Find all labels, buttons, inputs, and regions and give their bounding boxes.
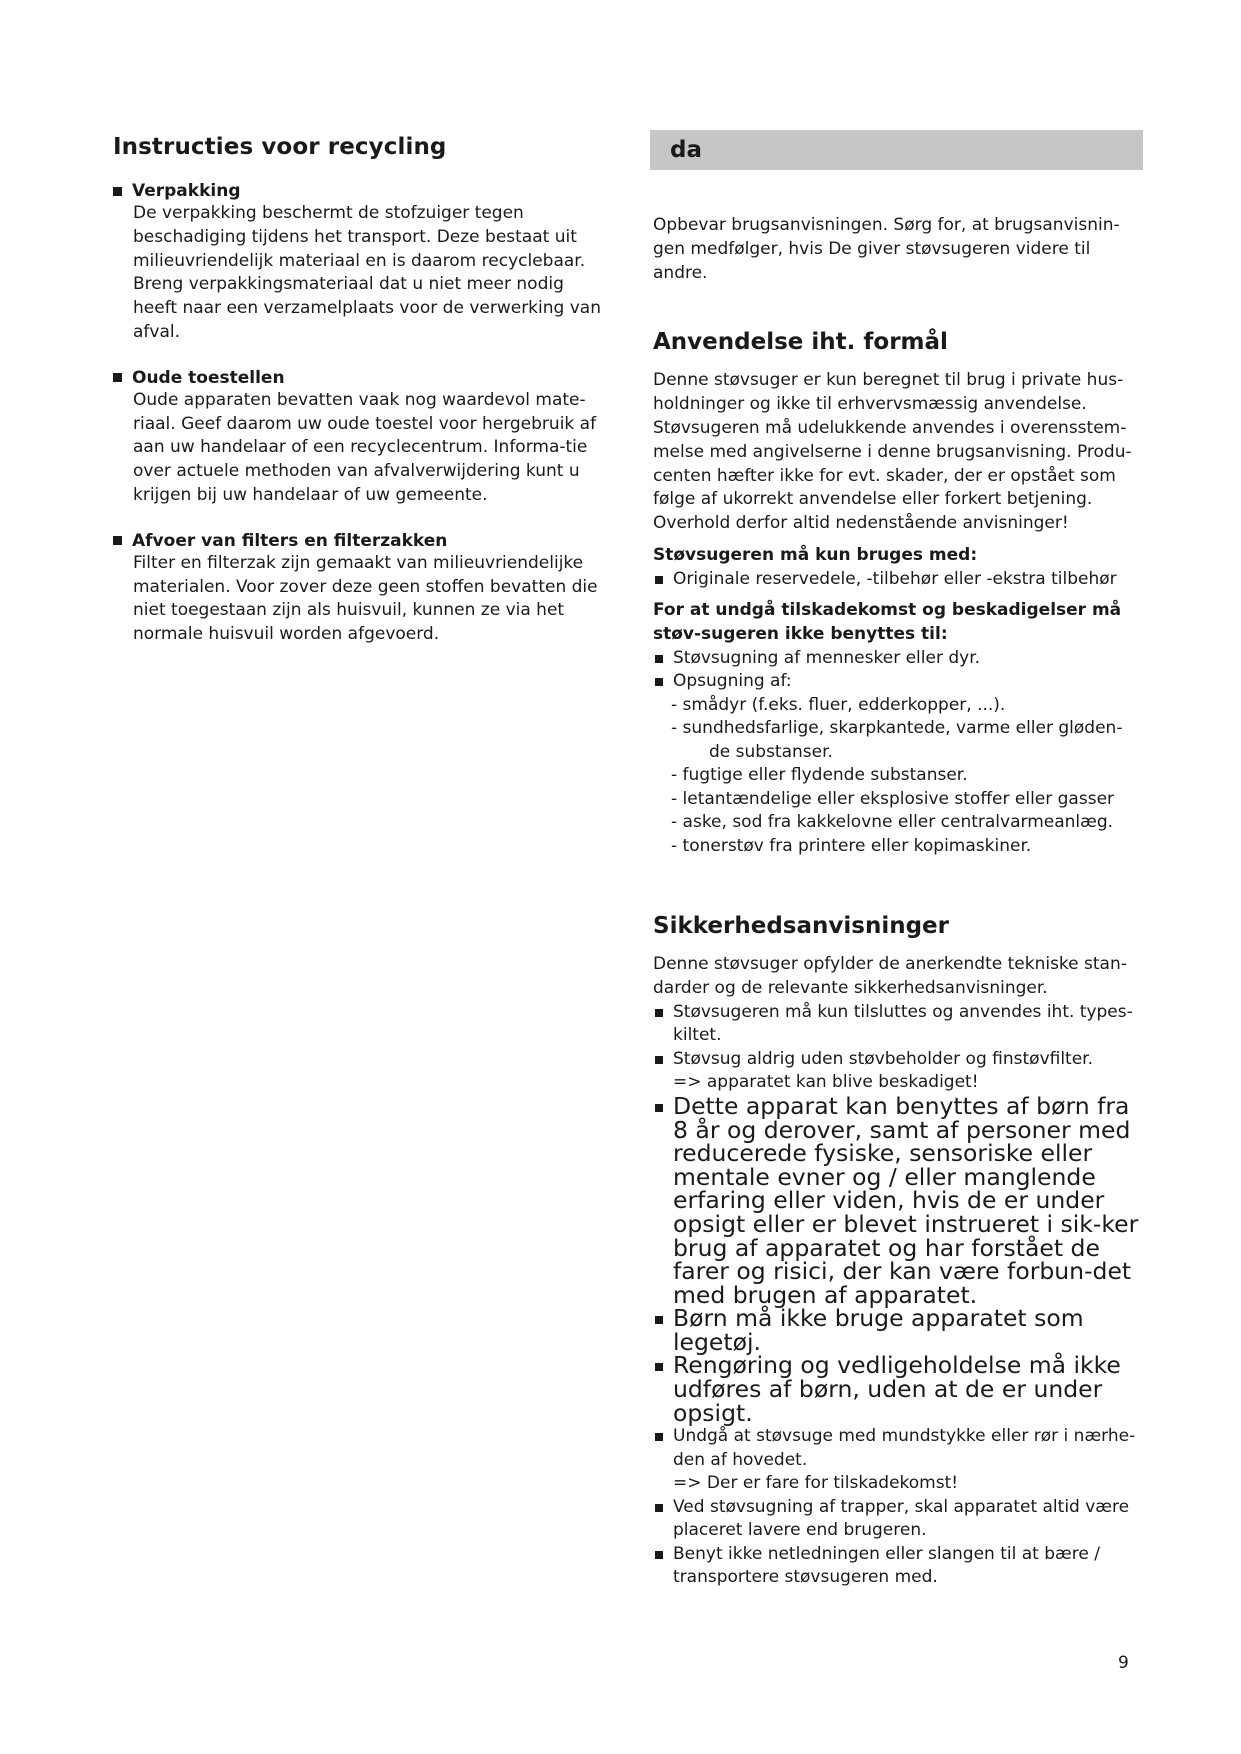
section-filter-disposal: [113, 530, 603, 647]
section-old-appliances: [113, 367, 603, 508]
only-with-list: [653, 568, 1143, 592]
list-item: Ved støvsugning af trapper, skal apparatet altid være placeret lavere end brugeren.: [653, 1496, 1143, 1543]
sub-item: - smådyr (f.eks. fluer, edderkopper, ...).: [671, 694, 1006, 715]
list-item: Opsugning af:: [653, 670, 1143, 694]
sub-item: - fugtige eller flydende substanser.: [671, 765, 968, 786]
avoid-list: [653, 647, 1143, 694]
list-item-text: Støvsug aldrig uden støvbeholder og finstøvfilter.: [673, 1048, 1094, 1069]
language-label: da: [670, 137, 702, 163]
list-item-note: => apparatet kan blive beskadiget!: [673, 1072, 979, 1093]
list-item: Benyt ikke netledningen eller slangen til at bære / transportere støvsugeren med.: [653, 1543, 1143, 1590]
section-packaging: [113, 180, 603, 345]
old-appliances-heading: Oude toestellen: [132, 367, 285, 388]
list-item: Børn må ikke bruge apparatet som legetøj.: [653, 1307, 1143, 1354]
sub-item-line: - sundhedsfarlige, skarpkantede, varme eller gløden-: [671, 718, 1123, 739]
only-with-label: Støvsugeren må kun bruges med:: [653, 544, 978, 565]
list-item: Dette apparat kan benyttes af børn fra 8 år og derover, samt af personer med reducerede fysiske, sensoriske eller mentale evner og / eller manglende erfaring eller viden, hvis de er under opsigt eller er blevet instrueret i sik-ker brug af apparatet og har forstået de farer og risici, der kan være forbun-det med brugen af apparatet.: [653, 1095, 1143, 1307]
bullet-icon: [113, 187, 122, 196]
right-column: [653, 130, 1143, 1590]
usage-text: Denne støvsuger er kun beregnet til brug i private hus-holdninger og ikke til erhvervsmæssig anvendelse. Støvsugeren må udelukkende anvendes i overensstem-melse med angivelserne i denne brugsanvisning. Produ-centen hæfter ikke for evt. skader, der er opstået som følge af ukorrekt anvendelse eller forkert betjening. Overhold derfor altid nedenstående anvisninger!: [653, 370, 1132, 534]
usage-heading: Anvendelse iht. formål: [653, 329, 948, 356]
avoid-label: For at undgå tilskadekomst og beskadigelser må støv-sugeren ikke benyttes til:: [653, 600, 1122, 645]
language-bar: [650, 130, 1143, 170]
sub-item-continuation: de substanser.: [709, 741, 833, 762]
list-item-note: => Der er fare for tilskadekomst!: [673, 1473, 959, 1494]
packaging-heading: Verpakking: [132, 181, 241, 201]
sub-item: [671, 717, 1143, 764]
sub-item: - tonerstøv fra printere eller kopimaskiner.: [671, 835, 1032, 856]
suction-sublist: [671, 694, 1143, 859]
bullet-icon: [113, 536, 122, 545]
list-item: [653, 1048, 1143, 1095]
bullet-icon: [113, 373, 122, 382]
intro-text: Opbevar brugsanvisningen. Sørg for, at brugsanvisnin-gen medfølger, hvis De giver støvsugeren videre til andre.: [653, 215, 1120, 283]
sub-item: - aske, sod fra kakkelovne eller centralvarmeanlæg.: [671, 812, 1114, 833]
left-column: [113, 130, 603, 669]
list-item: Støvsugning af mennesker eller dyr.: [653, 647, 1143, 671]
old-appliances-text: Oude apparaten bevatten vaak nog waardevol mate-riaal. Geef daarom uw oude toestel voor hergebruik af aan uw handelaar of een recyclecentrum. Informa-tie over actuele methoden van afvalverwijdering kunt u krijgen bij uw handelaar of uw gemeente.: [133, 389, 597, 505]
list-item: Rengøring og vedligeholdelse må ikke udføres af børn, uden at de er under opsigt.: [653, 1354, 1143, 1425]
list-item: Originale reservedele, -tilbehør eller -ekstra tilbehør: [653, 568, 1143, 592]
safety-list: [653, 1001, 1143, 1590]
page-number: 9: [1118, 1653, 1129, 1673]
filter-disposal-heading: Afvoer van filters en filterzakken: [132, 530, 448, 551]
filter-disposal-text: Filter en filterzak zijn gemaakt van milieuvriendelijke materialen. Voor zover deze geen stoffen bevatten die niet toegestaan zijn als huisvuil, kunnen ze via het normale huisvuil worden afgevoerd.: [133, 552, 598, 645]
recycling-title: Instructies voor recycling: [113, 134, 447, 160]
sub-item: - letantændelige eller eksplosive stoffer eller gasser: [671, 788, 1115, 809]
safety-heading: Sikkerhedsanvisninger: [653, 913, 949, 940]
list-item: [653, 1425, 1143, 1496]
packaging-text: De verpakking beschermt de stofzuiger tegen beschadiging tijdens het transport. Deze bestaat uit milieuvriendelijk materiaal en is daarom recyclebaar. Breng verpakkingsmateriaal dat u niet meer nodig heeft naar een verzamelplaats voor de verwerking van afval.: [133, 203, 601, 342]
list-item-text: Undgå at støvsuge med mundstykke eller rør i nærhe-den af hovedet.: [673, 1426, 1136, 1470]
list-item: Støvsugeren må kun tilsluttes og anvendes iht. types-kiltet.: [653, 1001, 1143, 1048]
safety-text: Denne støvsuger opfylder de anerkendte tekniske stan-darder og de relevante sikkerhedsanvisninger.: [653, 954, 1127, 999]
